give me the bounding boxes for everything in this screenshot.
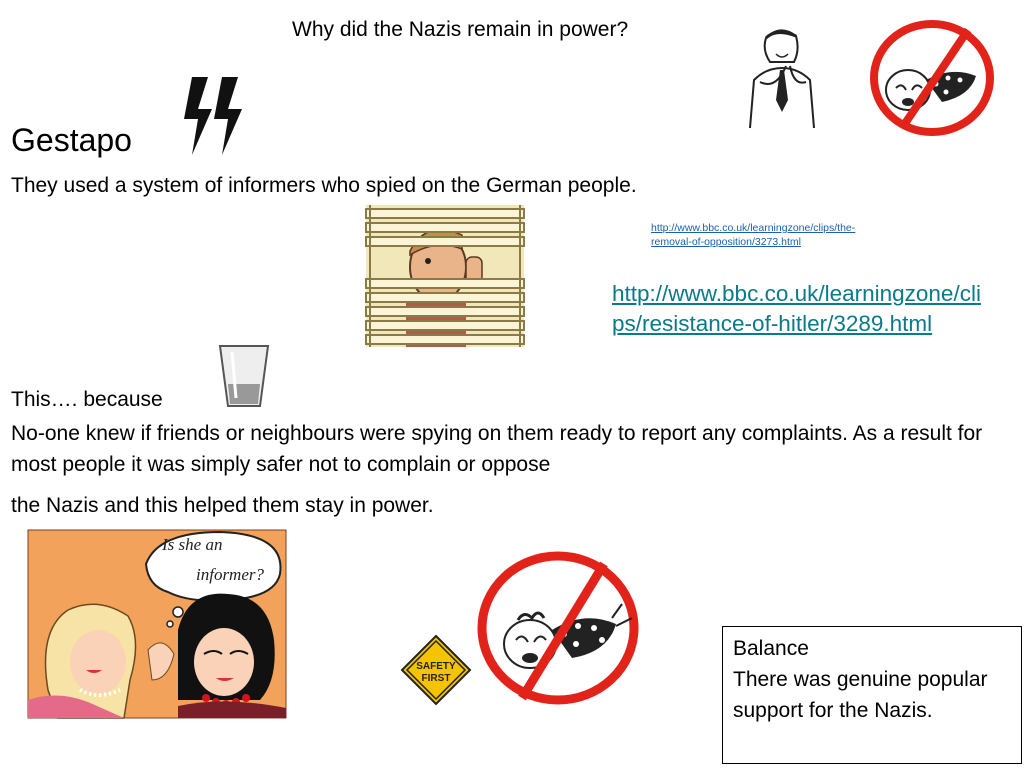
blinds-spy-image [366,205,524,347]
gestapo-heading: Gestapo [11,122,132,158]
whistling-man-image [736,20,826,130]
informers-text: They used a system of informers who spied on the German people. [11,174,637,197]
speech-bubble-line2: informer? [196,565,264,584]
safety-first-sign [400,634,472,706]
explanation-paragraph [11,418,1011,521]
balance-text: There was genuine popular support for the Nazis. [733,668,988,722]
bbc-resistance-link[interactable]: http://www.bbc.co.uk/learningzone/clips/resistance-of-hitler/3289.html [612,281,981,336]
explanation-last: the Nazis and this helped them stay in power. [11,494,434,517]
explanation-main: No-one knew if friends or neighbours were spying on them ready to report any complaints. As a result for most people it was simply safer not to complain or oppose [11,422,983,476]
balance-box [722,626,1022,764]
no-complaining-icon-top [866,18,998,138]
speech-bubble-line1: Is she an [162,535,223,554]
balance-title: Balance [733,637,809,660]
ss-runes-icon [178,75,248,157]
no-complaining-icon-bottom [472,548,644,708]
gossip-comic-image [28,530,286,718]
bbc-removal-opposition-link[interactable]: http://www.bbc.co.uk/learningzone/clips/the-removal-of-opposition/3273.html [651,222,856,248]
because-text: This…. because [11,388,163,411]
safety-sign-line2: FIRST [421,673,451,684]
safety-sign-line1: SAFETY [416,661,456,672]
glass-icon [216,344,272,410]
page-title: Why did the Nazis remain in power? [292,18,629,41]
